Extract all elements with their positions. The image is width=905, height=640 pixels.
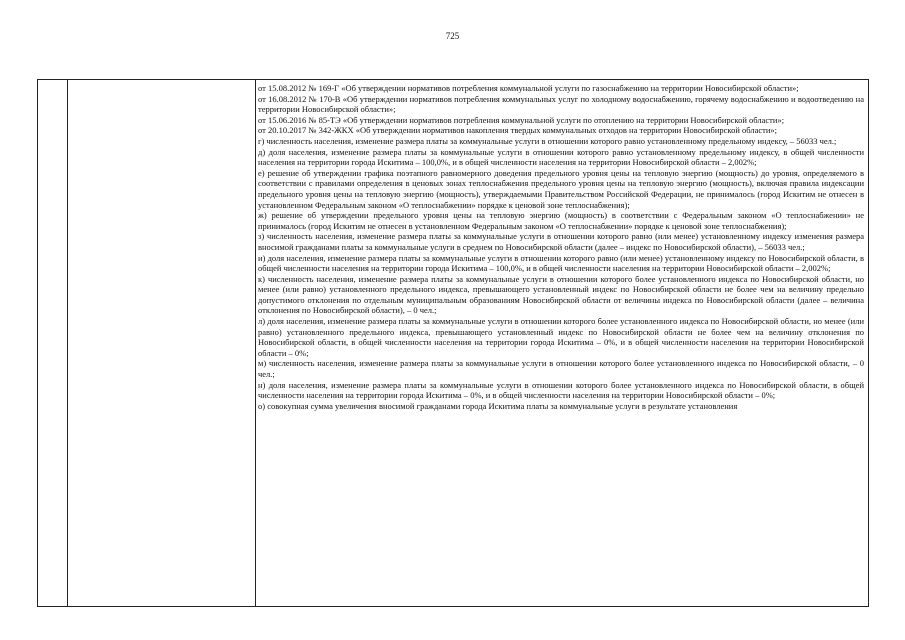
paragraph-6: д) доля населения, изменение размера платы за коммунальные услуги в отношении которого равно установленному предельному индексу, в общей численности населения на территории города Искитима – 100,0%, и в общей численности населения на территории Новосибирской области – 2,002%; [258, 146, 864, 168]
column-divider-1 [67, 80, 68, 606]
paragraph-13: м) численность населения, изменение размера платы за коммунальные услуги в отношении которого более установленного индекса по Новосибирской области, – 0 чел.; [258, 358, 864, 380]
document-table [37, 79, 869, 607]
paragraph-8: ж) решение об утверждении предельного уровня цены на тепловую энергию (мощность) в соответствии с Федеральным законом «О теплоснабжении» не принималось (город Искитим не отнесен в установленном Федеральным законом «О теплоснабжении» порядке к ценовой зоне теплоснабжения); [258, 210, 864, 231]
paragraph-9: з) численность населения, изменение размера платы за коммунальные услуги в отношении которого равно (или менее) установленному индексу изменения размера вносимой гражданами платы за коммунальные услуги в среднем по Новосибирской области (далее – индекс по Новосибирской области), – 56033 чел.; [258, 231, 864, 252]
column-divider-2 [255, 80, 256, 606]
paragraph-10: и) доля населения, изменение размера платы за коммунальные услуги в отношении которого равно (или менее) установленному индексу по Новосибирской области, в общей численности населения на территории города Искитима – 100,0%, и в общей численности населения на территории Новосибирской области – 2,002%; [258, 252, 864, 274]
paragraph-4: от 20.10.2017 № 342-ЖКХ «Об утверждении нормативов накопления твердых коммунальных отходов на территории Новосибирской области»; [258, 125, 778, 136]
table-cell-text [258, 83, 864, 606]
paragraph-14: н) доля населения, изменение размера платы за коммунальные услуги в отношении которого более установленного индекса по Новосибирской области, в общей численности населения на территории города Искитима – 0%, и в общей численности населения на территории Новосибирской области – 0%; [258, 379, 864, 401]
paragraph-15: о) совокупная сумма увеличения вносимой гражданами города Искитима платы за коммунальные услуги в результате установления [258, 400, 738, 411]
paragraph-3: от 15.06.2016 № 85-ТЭ «Об утверждении нормативов потребления коммунальной услуги по отоплению на территории Новосибирской области»; [258, 114, 785, 125]
paragraph-2: от 16.08.2012 № 170-В «Об утверждении нормативов потребления коммунальных услуг по холодному водоснабжению, горячему водоснабжению и водоотведению на территории Новосибирской области»; [258, 93, 864, 115]
paragraph-5: г) численность населения, изменение размера платы за коммунальные услуги в отношении которого равно установленному предельному индексу, – 56033 чел.; [258, 135, 837, 146]
paragraph-11: к) численность населения, изменение размера платы за коммунальные услуги в отношении которого более установленного индекса по Новосибирской области, но менее (или равно) установленного предельного индекса, превышающего установленный индекс по Новосибирской области не более чем на величину предельно допустимого отклонения по отдельным муниципальным образованиям Новосибирской области от величины индекса по Новосибирской области (далее – величина отклонения по Новосибирской области), – 0 чел.; [258, 273, 864, 316]
page-number: 725 [445, 31, 460, 41]
paragraph-7: е) решение об утверждении графика поэтапного равномерного доведения предельного уровня цены на тепловую энергию (мощность) до уровня, определяемого в соответствии с правилами определения в ценовых зонах теплоснабжения предельного уровня цены на тепловую энергию (мощность), включая правила индексации предельного уровня цены на тепловую энергию (мощность), утверждаемыми Правительством Российской Федерации, не принималось (город Искитим не отнесен в установленном Федеральным законом «О теплоснабжении» порядке к ценовой зоне теплоснабжения); [258, 167, 864, 210]
paragraph-12: л) доля населения, изменение размера платы за коммунальные услуги в отношении которого более установленного индекса по Новосибирской области, но менее (или равно) установленного предельного индекса, превышающего установленный индекс по Новосибирской области не более чем на величину отклонения по Новосибирской области, в общей численности населения на территории города Искитима – 0%, и в общей численности населения на территории Новосибирской области – 0%; [258, 316, 864, 358]
paragraph-1: от 15.08.2012 № 169-Г «Об утверждении нормативов потребления коммунальной услуги по газоснабжению на территории Новосибирской области»; [258, 83, 799, 93]
